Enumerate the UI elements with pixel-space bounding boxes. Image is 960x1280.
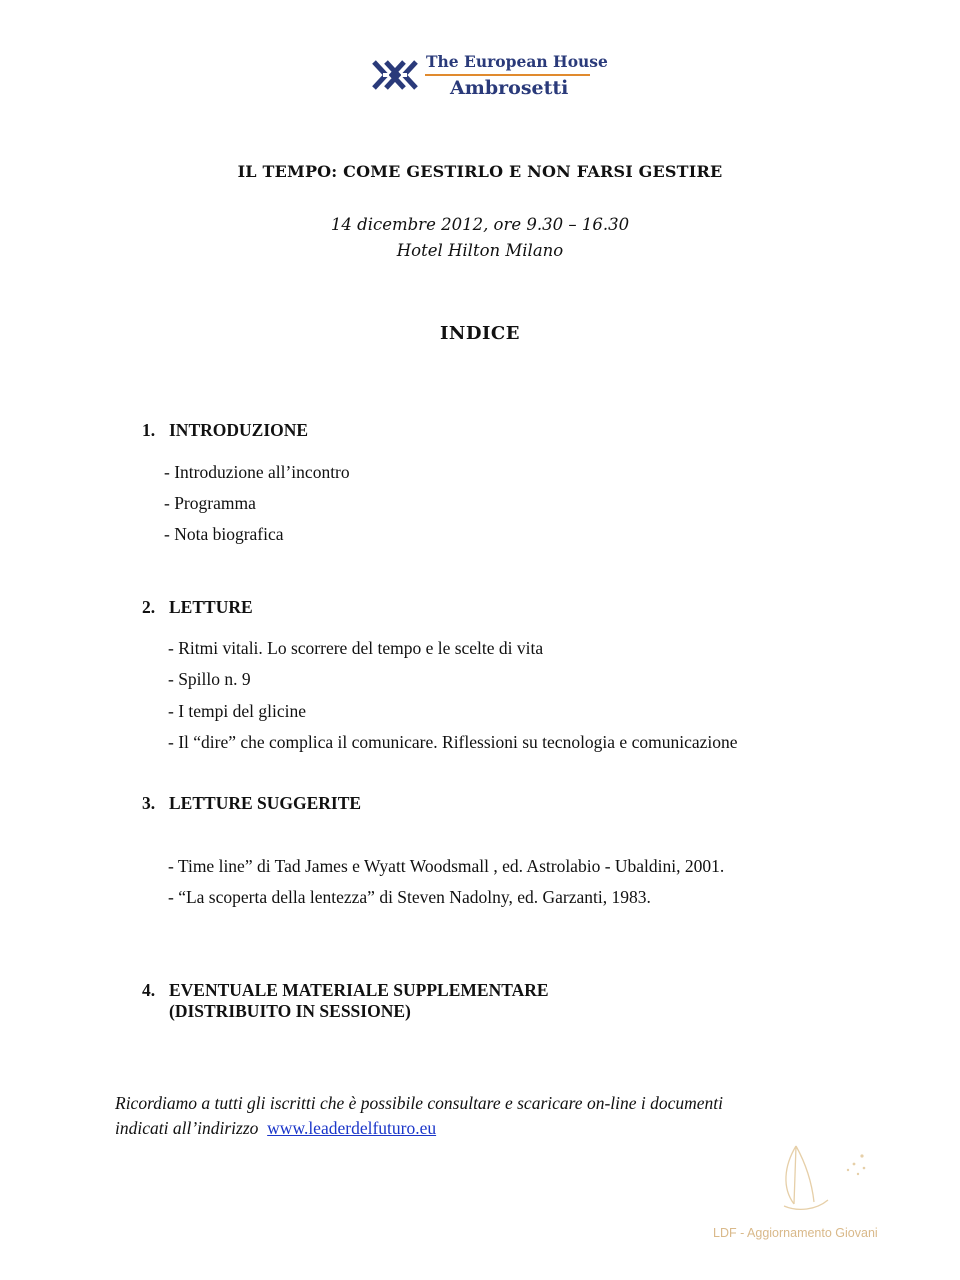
section-title: INTRODUZIONE (169, 420, 309, 440)
list-item: - Introduzione all’incontro (164, 462, 350, 482)
logo-text-line2: Ambrosetti (450, 77, 569, 99)
list-item: - “La scoperta della lentezza” di Steven Nadolny, ed. Garzanti, 1983. (168, 887, 651, 907)
section-heading (142, 793, 361, 814)
section-title: LETTURE (169, 597, 253, 617)
section-number: 4. (142, 980, 156, 1000)
section-number: 1. (142, 420, 156, 440)
list-item: - I tempi del glicine (168, 701, 307, 721)
event-venue: Hotel Hilton Milano (396, 241, 564, 260)
logo-text-line1: The European House (426, 52, 608, 71)
section-heading (142, 980, 549, 1001)
section-heading (142, 420, 308, 441)
list-item: - Programma (164, 493, 256, 513)
section-heading (142, 597, 253, 618)
list-item: - Il “dire” che complica il comunicare. Riflessioni su tecnologia e comunicazione (168, 732, 738, 752)
section-number: 2. (142, 597, 156, 617)
sailboat-watermark-icon (778, 1140, 868, 1220)
note-line: Ricordiamo a tutti gli iscritti che è possibile consultare e scaricare on-line i documenti (115, 1093, 724, 1113)
note-line (115, 1118, 835, 1139)
document-title: IL TEMPO: COME GESTIRLO E NON FARSI GESTIRE (237, 162, 723, 181)
footer-label: LDF - Aggiornamento Giovani (713, 1226, 878, 1240)
list-item: - Nota biografica (164, 524, 284, 544)
section-subtitle: (DISTRIBUITO IN SESSIONE) (169, 1001, 411, 1021)
event-date: 14 dicembre 2012, ore 9.30 – 16.30 (330, 215, 630, 234)
index-heading: INDICE (440, 323, 520, 344)
section-title: EVENTUALE MATERIALE SUPPLEMENTARE (169, 980, 549, 1000)
ambrosetti-logo (370, 52, 608, 102)
section-title: LETTURE SUGGERITE (169, 793, 362, 813)
list-item: - Spillo n. 9 (168, 669, 251, 689)
list-item: - Ritmi vitali. Lo scorrere del tempo e le scelte di vita (168, 638, 544, 658)
website-link[interactable]: www.leaderdelfuturo.eu (267, 1118, 437, 1138)
section-number: 3. (142, 793, 156, 813)
list-item: - Time line” di Tad James e Wyatt Woodsmall , ed. Astrolabio - Ubaldini, 2001. (168, 856, 725, 876)
logo-divider (425, 74, 590, 76)
note-prefix: indicati all’indirizzo (115, 1118, 259, 1138)
ambrosetti-logo-icon (370, 54, 420, 96)
